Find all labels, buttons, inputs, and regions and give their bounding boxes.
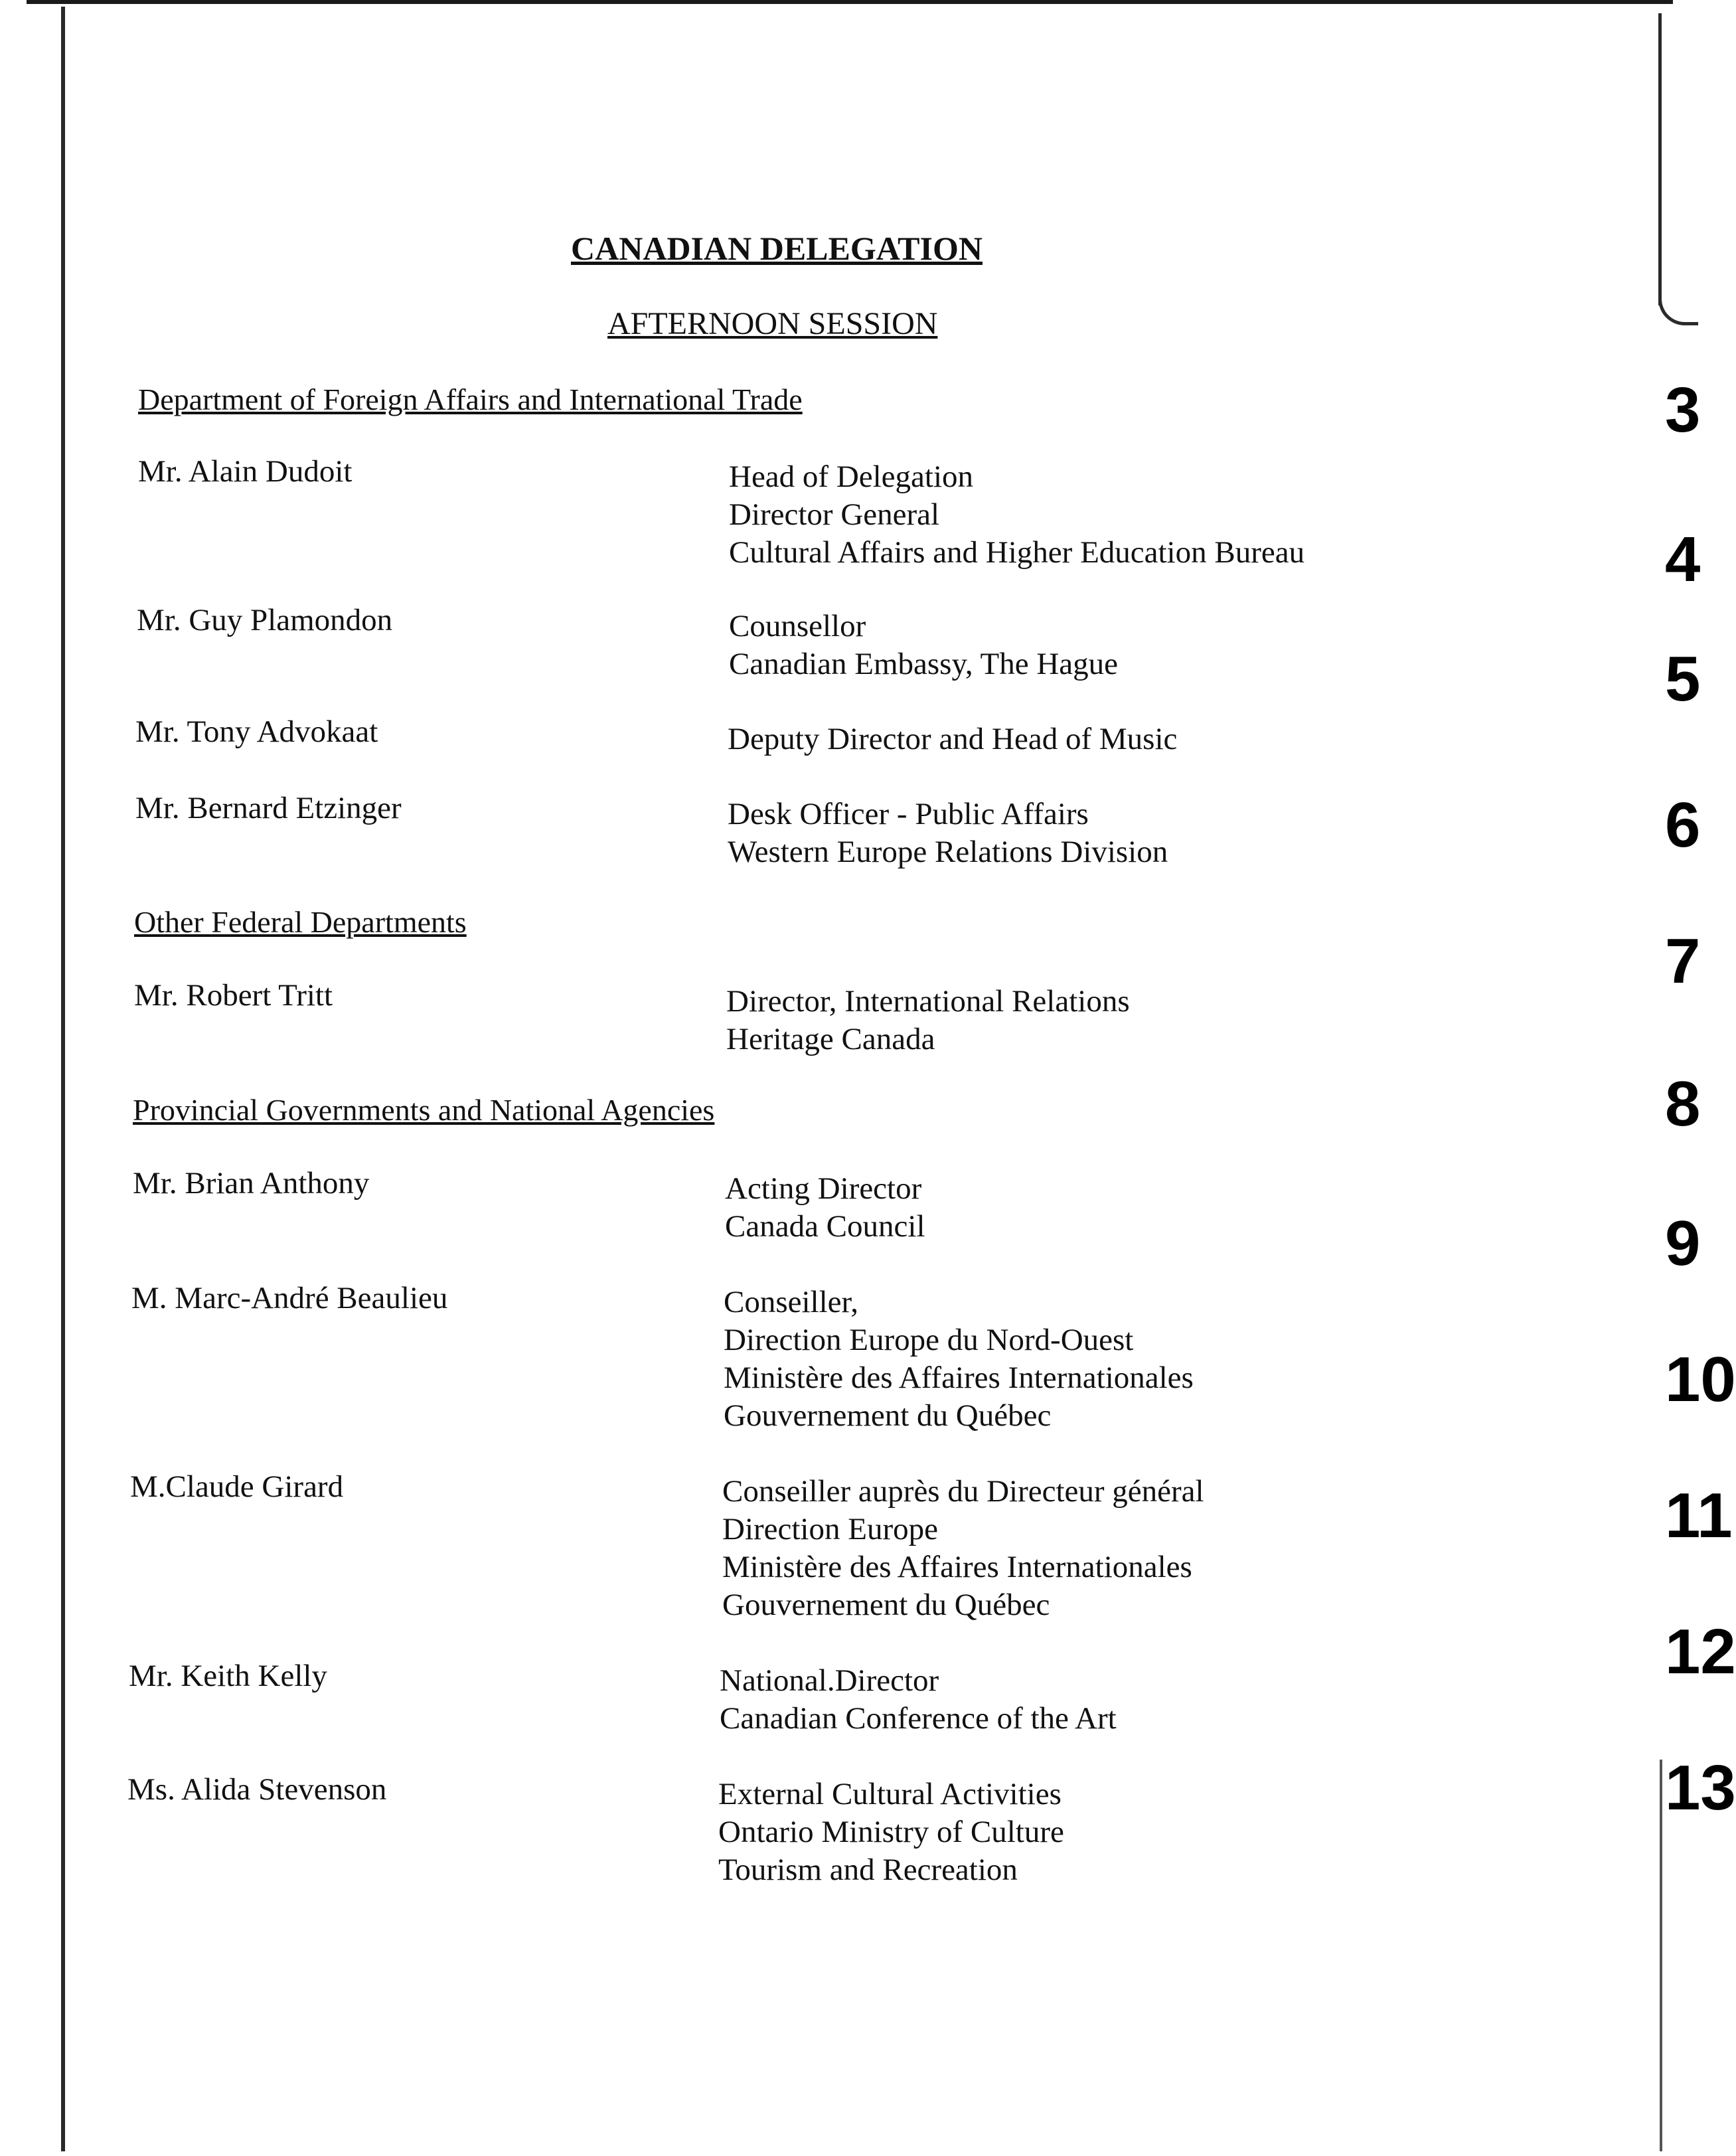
member-role	[722, 1473, 1204, 1624]
member-role	[728, 720, 1177, 758]
margin-mark: 9	[1665, 1208, 1701, 1279]
role-line: Desk Officer - Public Affairs	[728, 797, 1089, 831]
role-line: Gouvernement du Québec	[722, 1588, 1050, 1622]
member-role	[718, 1776, 1064, 1889]
member-name: M.Claude Girard	[130, 1469, 344, 1504]
role-line: Gouvernement du Québec	[724, 1398, 1052, 1433]
scan-edge-right-lower	[1660, 1760, 1662, 2151]
margin-mark: 5	[1665, 643, 1701, 714]
role-line: Conseiller,	[724, 1285, 859, 1319]
margin-mark: 10	[1665, 1344, 1736, 1415]
scan-edge-top	[27, 0, 1673, 4]
role-line: Canada Council	[725, 1209, 925, 1244]
page-title: CANADIAN DELEGATION	[571, 230, 983, 267]
role-line: Ministère des Affaires Internationales	[722, 1550, 1192, 1584]
role-line: External Cultural Activities	[718, 1777, 1062, 1811]
member-name: Mr. Guy Plamondon	[137, 603, 393, 637]
member-name: Mr. Bernard Etzinger	[135, 791, 402, 825]
margin-mark: 4	[1665, 524, 1701, 595]
section-heading: Other Federal Departments	[134, 905, 467, 939]
member-role	[720, 1662, 1117, 1738]
role-line: Deputy Director and Head of Music	[728, 722, 1178, 756]
member-name: Ms. Alida Stevenson	[127, 1772, 387, 1807]
member-role	[725, 1170, 925, 1246]
member-role	[724, 1284, 1194, 1435]
member-role	[729, 608, 1118, 683]
role-line: Heritage Canada	[726, 1022, 935, 1056]
role-line: Western Europe Relations Division	[728, 835, 1168, 869]
member-name: Mr. Robert Tritt	[134, 978, 333, 1013]
member-role	[726, 983, 1130, 1058]
member-name: M. Marc-André Beaulieu	[131, 1281, 448, 1315]
scan-edge-curl	[1658, 279, 1698, 325]
margin-mark: 13	[1665, 1752, 1736, 1823]
margin-mark: 8	[1665, 1068, 1701, 1139]
role-line: Director General	[729, 497, 940, 532]
role-line: Ministère des Affaires Internationales	[724, 1361, 1194, 1395]
role-line: Tourism and Recreation	[718, 1853, 1018, 1887]
member-name: Mr. Brian Anthony	[133, 1166, 370, 1201]
section-heading: Department of Foreign Affairs and International Trade	[138, 382, 803, 416]
role-line: Counsellor	[729, 609, 866, 643]
margin-mark: 6	[1665, 789, 1701, 861]
role-line: Director, International Relations	[726, 984, 1130, 1019]
role-line: Canadian Embassy, The Hague	[729, 647, 1119, 681]
role-line: Canadian Conference of the Art	[720, 1701, 1117, 1736]
page-subtitle: AFTERNOON SESSION	[607, 306, 938, 341]
role-line: Head of Delegation	[729, 459, 974, 494]
scan-edge-left	[61, 7, 65, 2151]
role-line: Direction Europe du Nord-Ouest	[724, 1323, 1134, 1357]
scan-edge-right	[1658, 13, 1662, 305]
member-name: Mr. Keith Kelly	[129, 1659, 327, 1693]
section-heading: Provincial Governments and National Agencies	[133, 1093, 715, 1127]
role-line: Ontario Ministry of Culture	[718, 1815, 1064, 1849]
member-name: Mr. Alain Dudoit	[138, 454, 353, 489]
role-line: Conseiller auprès du Directeur général	[722, 1474, 1204, 1509]
member-role	[728, 795, 1168, 871]
role-line: National.Director	[720, 1663, 939, 1698]
margin-mark: 7	[1665, 926, 1701, 997]
role-line: Acting Director	[725, 1171, 922, 1206]
member-role	[729, 458, 1304, 572]
margin-mark: 3	[1665, 374, 1701, 446]
member-name: Mr. Tony Advokaat	[135, 714, 378, 749]
role-line: Cultural Affairs and Higher Education Bureau	[729, 535, 1305, 570]
margin-mark: 12	[1665, 1616, 1736, 1687]
margin-mark: 11	[1665, 1480, 1733, 1551]
role-line: Direction Europe	[722, 1512, 938, 1546]
